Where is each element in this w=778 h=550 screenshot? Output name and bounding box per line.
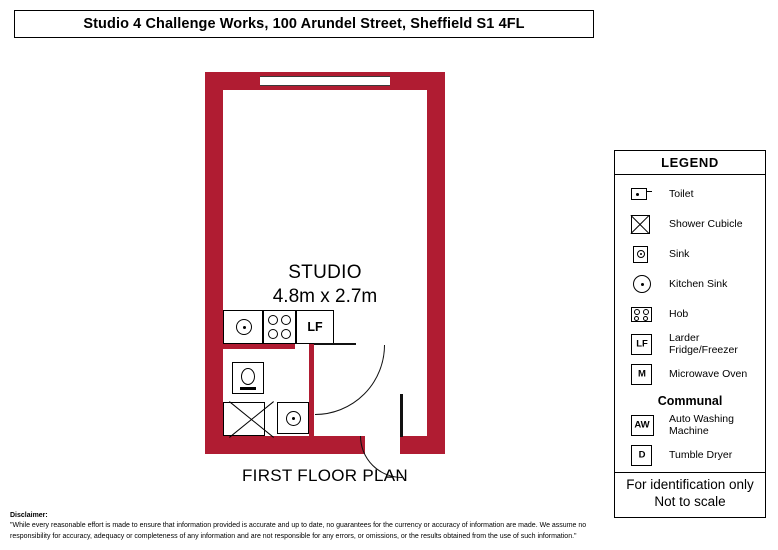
legend-label: Auto Washing Machine	[669, 413, 734, 437]
disclaimer-text: "While every reasonable effort is made to ensure that information provided is accurate and up to date, no guarantees for the currency or accuracy of information are made. We assume no responsibility for accuracy, adequacy or completeness of any information and are not responsible for any errors, or omissions, or the results obtained from the use of such information."	[10, 522, 587, 540]
page-title: Studio 4 Challenge Works, 100 Arundel Street, Sheffield S1 4FL	[83, 16, 525, 32]
hob-ring-icon	[281, 329, 291, 339]
legend-panel	[614, 150, 766, 518]
entry-door-frame	[400, 394, 403, 437]
disclaimer-title: Disclaimer:	[10, 512, 48, 519]
shower-cubicle-icon	[629, 214, 655, 234]
auto-washing-machine-icon	[629, 415, 655, 435]
legend-footer	[615, 472, 765, 517]
sink-icon	[629, 244, 655, 264]
property-title-box	[14, 10, 594, 38]
floor-plan	[205, 72, 445, 454]
tumble-dryer-glyph: D	[638, 449, 646, 461]
legend-label: Tumble Dryer	[669, 449, 733, 461]
legend-row-auto-washing-machine	[615, 410, 765, 440]
microwave-oven-icon	[629, 364, 655, 384]
toilet-unit	[232, 362, 264, 394]
legend-communal-header: Communal	[657, 394, 723, 408]
legend-row-tumble-dryer	[615, 440, 765, 470]
hob-ring-icon	[268, 329, 278, 339]
larder-fridge-freezer-icon	[629, 334, 655, 354]
legend-row-toilet	[615, 179, 765, 209]
legend-label: Microwave Oven	[669, 368, 748, 380]
toilet-icon	[241, 368, 255, 385]
toilet-icon	[629, 184, 655, 204]
wall-bottom-left	[205, 436, 365, 454]
hob-ring-icon	[268, 315, 278, 325]
sink-drain-icon	[292, 417, 295, 420]
kitchen-sink-drain-icon	[243, 326, 246, 329]
room-dimensions-label: 4.8m x 2.7m	[272, 286, 378, 307]
window	[260, 76, 390, 86]
legend-label: Toilet	[669, 188, 694, 200]
legend-label: Kitchen Sink	[669, 278, 728, 290]
legend-label: Sink	[669, 248, 690, 260]
tumble-dryer-icon	[629, 445, 655, 465]
legend-row-microwave-oven	[615, 359, 765, 389]
legend-footer-line1: For identification only	[626, 477, 754, 492]
legend-label: Shower Cubicle	[669, 218, 743, 230]
larder-fridge-freezer-label: LF	[307, 319, 323, 334]
legend-row-sink	[615, 239, 765, 269]
sink-unit	[277, 402, 309, 434]
bathroom-door-frame	[314, 343, 356, 345]
partition-wall-vertical	[309, 344, 314, 436]
larder-fridge-freezer-unit	[296, 310, 334, 344]
partition-wall-horizontal	[223, 344, 295, 349]
auto-washing-machine-glyph: AW	[634, 419, 650, 431]
legend-row-shower-cubicle	[615, 209, 765, 239]
shower-cubicle-unit	[223, 402, 265, 436]
legend-label: Larder Fridge/Freezer	[669, 332, 738, 356]
kitchen-sink-icon	[629, 274, 655, 294]
legend-row-kitchen-sink	[615, 269, 765, 299]
hob-unit	[263, 310, 296, 344]
larder-fridge-freezer-glyph: LF	[636, 338, 648, 350]
hob-ring-icon	[281, 315, 291, 325]
kitchen-sink-unit	[223, 310, 263, 344]
disclaimer	[10, 512, 600, 543]
room-name-label: STUDIO	[288, 262, 362, 283]
floor-plan-caption: FIRST FLOOR PLAN	[241, 466, 409, 485]
hob-icon	[629, 304, 655, 324]
microwave-oven-glyph: M	[638, 368, 646, 380]
toilet-cistern-icon	[240, 387, 256, 390]
legend-items	[615, 175, 765, 472]
legend-header: LEGEND	[615, 151, 765, 175]
wall-bottom-right	[400, 436, 445, 454]
legend-row-hob	[615, 299, 765, 329]
legend-row-larder-fridge-freezer	[615, 329, 765, 359]
legend-label: Hob	[669, 308, 689, 320]
legend-footer-line2: Not to scale	[654, 493, 726, 509]
